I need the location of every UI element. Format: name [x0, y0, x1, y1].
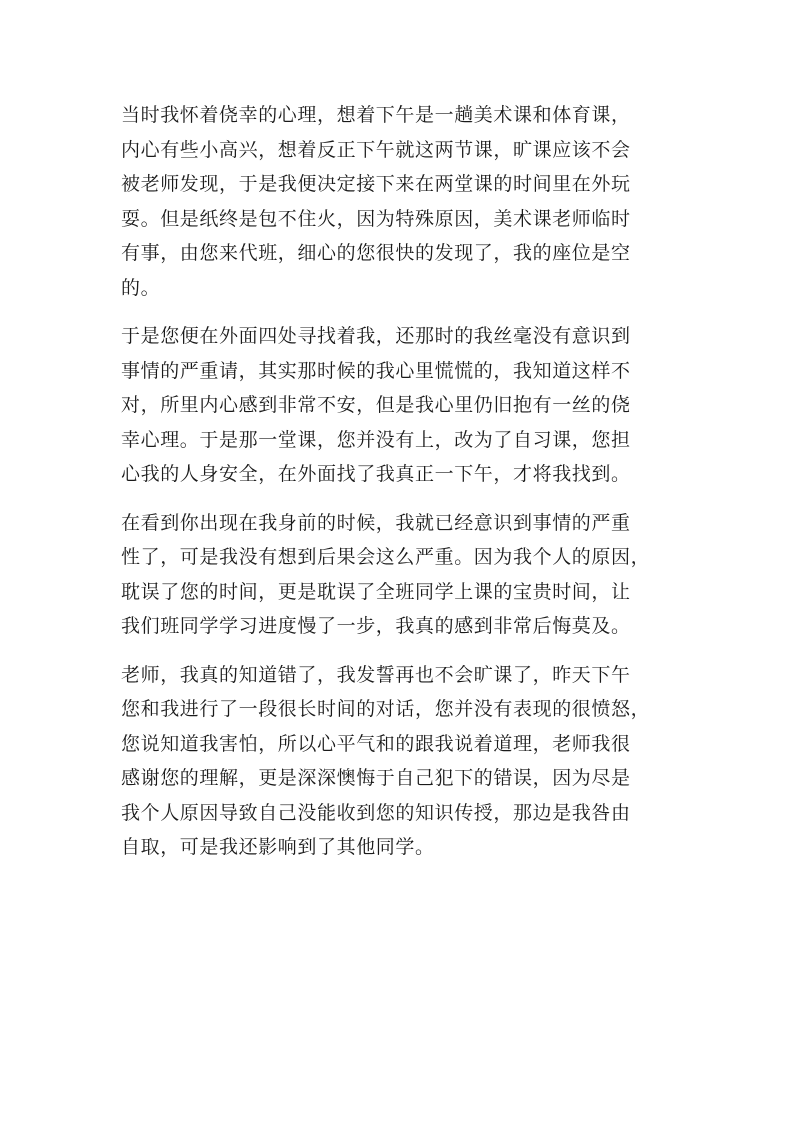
text-line: 有事，由您来代班，细心的您很快的发现了，我的座位是空 — [121, 242, 631, 264]
paragraph-3 — [121, 506, 681, 644]
text-line: 我个人原因导致自己没能收到您的知识传授，那边是我咎由 — [121, 801, 631, 824]
text-line: 性了，可是我没有想到后果会这么严重。因为我个人的原因， — [121, 546, 651, 568]
text-line: 于是您便在外面四处寻找着我，还那时的我丝毫没有意识到 — [121, 325, 631, 347]
text-line: 的。 — [121, 276, 161, 299]
paragraph-4 — [121, 658, 681, 865]
text-line: 我们班同学学习进度慢了一步，我真的感到非常后悔莫及。 — [121, 615, 631, 637]
text-line: 您说知道我害怕，所以心平气和的跟我说着道理，老师我很 — [121, 732, 631, 755]
text-line: 幸心理。于是那一堂课，您并没有上，改为了自习课，您担 — [121, 428, 631, 451]
text-line: 耽误了您的时间，更是耽误了全班同学上课的宝贵时间，让 — [121, 580, 631, 603]
text-line: 对，所里内心感到非常不安，但是我心里仍旧抱有一丝的侥 — [121, 394, 631, 416]
document-body — [121, 98, 681, 879]
text-line: 内心有些小高兴，想着反正下午就这两节课，旷课应该不会 — [121, 138, 631, 161]
text-line: 耍。但是纸终是包不住火，因为特殊原因，美术课老师临时 — [121, 207, 631, 230]
text-line: 心我的人身安全，在外面找了我真正一下午，才将我找到。 — [121, 463, 631, 485]
text-line: 老师，我真的知道错了，我发誓再也不会旷课了，昨天下午 — [121, 663, 631, 686]
text-line: 被老师发现，于是我便决定接下来在两堂课的时间里在外玩 — [121, 173, 631, 195]
paragraph-2 — [121, 319, 681, 492]
text-line: 您和我进行了一段很长时间的对话，您并没有表现的很愤怒， — [121, 698, 651, 720]
text-line: 自取，可是我还影响到了其他同学。 — [121, 836, 435, 858]
text-line: 事情的严重请，其实那时候的我心里慌慌的，我知道这样不 — [121, 359, 631, 382]
text-line: 当时我怀着侥幸的心理，想着下午是一趟美术课和体育课， — [121, 104, 631, 126]
text-line: 在看到你出现在我身前的时候，我就已经意识到事情的严重 — [121, 511, 631, 534]
paragraph-1 — [121, 98, 681, 305]
text-line: 感谢您的理解，更是深深懊悔于自己犯下的错误，因为尽是 — [121, 767, 631, 789]
